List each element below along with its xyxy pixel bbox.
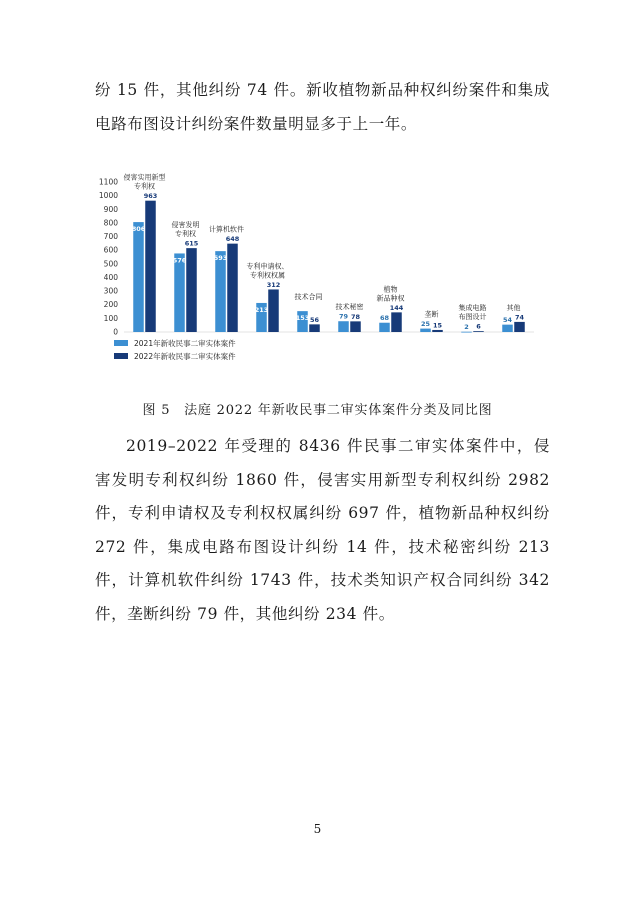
y-tick-label: 1000 (98, 191, 118, 201)
bar-2021 (420, 329, 431, 332)
y-tick-label: 0 (113, 327, 118, 337)
category-label: 技术秘密 (335, 303, 364, 312)
legend-swatch-2022 (114, 353, 128, 359)
y-tick-label: 700 (103, 232, 118, 242)
data-label-2021: 593 (213, 254, 228, 263)
bar-2022 (391, 312, 402, 332)
category-label: 布图设计 (458, 313, 487, 322)
bar-2022 (350, 321, 361, 332)
legend-swatch-2021 (114, 340, 128, 346)
category-label: 侵害实用新型 (123, 173, 166, 182)
y-tick-label: 800 (103, 218, 118, 228)
intro-paragraph: 纷 15 件，其他纠纷 74 件。新收植物新品种权纠纷案件和集成电路布图设计纠纷案件数量明显多于上一年。 (95, 81, 550, 133)
bar-2021 (461, 332, 472, 333)
body-paragraph (95, 430, 550, 631)
bar-2021 (174, 253, 185, 332)
category-label: 垄断 (424, 310, 439, 319)
bar-2021 (133, 222, 144, 332)
bar-2021 (379, 323, 390, 332)
category-label: 集成电路 (458, 304, 487, 313)
y-tick-label: 1100 (98, 177, 118, 187)
data-label-2021: 54 (502, 316, 513, 325)
bar-2022 (227, 244, 238, 332)
y-tick-label: 900 (103, 204, 118, 214)
figure-caption: 图 5 法庭 2022 年新收民事二审实体案件分类及同比图 (142, 403, 493, 418)
data-label-2021: 79 (338, 312, 349, 321)
legend-label-2021: 2021年新收民事二审实体案件 (134, 339, 236, 348)
body-paragraph-text: 2019–2022 年受理的 8436 件民事二审实体案件中，侵害发明专利权纠纷 1860 件，侵害实用新型专利权纠纷 2982 件，专利申请权及专利权权属纠纷 697 件，植物新品种权纠纷 272 件，集成电路布图设计纠纷 14 件，技术秘密纠纷 213 件，计算机软件纠纷 1743 件，技术类知识产权合同纠纷 342 件，垄断纠纷 79 件，其他纠纷 234 件。 (95, 437, 550, 623)
chart-svg (94, 160, 539, 375)
y-tick-label: 200 (103, 300, 118, 310)
bar-2021 (215, 251, 226, 332)
category-label: 侵害发明 (171, 221, 200, 230)
case-category-bar-chart (94, 160, 539, 375)
data-label-2021: 25 (420, 320, 431, 329)
y-tick-label: 400 (103, 272, 118, 282)
y-tick-label: 500 (103, 259, 118, 269)
data-label-2022: 615 (184, 239, 199, 248)
data-label-2022: 312 (266, 280, 281, 289)
data-label-2022: 648 (225, 235, 240, 244)
category-label: 专利权 (175, 230, 196, 239)
data-label-2021: 576 (172, 256, 187, 265)
y-tick-label: 100 (103, 313, 118, 323)
y-tick-label: 600 (103, 245, 118, 255)
category-label: 专利权 (134, 182, 155, 191)
bar-2021 (502, 325, 513, 332)
y-tick-label: 300 (103, 286, 118, 296)
category-label: 植物 (383, 285, 398, 294)
bar-2022 (145, 201, 156, 332)
data-label-2022: 78 (350, 312, 361, 321)
category-label: 专利权权属 (250, 271, 285, 280)
data-label-2022: 144 (389, 303, 404, 312)
data-label-2021: 153 (295, 314, 310, 323)
legend-label-2022: 2022年新收民事二审实体案件 (134, 352, 236, 361)
bar-2022 (309, 324, 320, 332)
bar-2022 (268, 289, 279, 332)
data-label-2021: 806 (131, 225, 146, 234)
category-label: 新品种权 (376, 294, 405, 303)
data-label-2022: 963 (143, 192, 158, 201)
category-label: 专利申请权、 (246, 262, 289, 271)
data-label-2022: 74 (514, 313, 525, 322)
category-label: 计算机软件 (209, 225, 244, 234)
data-label-2021: 68 (379, 314, 390, 323)
page-number: 5 (313, 822, 322, 836)
data-label-2022: 15 (432, 321, 443, 330)
bar-2022 (514, 322, 525, 332)
data-label-2022: 56 (309, 315, 320, 324)
data-label-2021: 213 (254, 305, 269, 314)
bar-2021 (338, 321, 349, 332)
data-label-2021: 2 (464, 323, 469, 332)
bar-2022 (473, 331, 484, 332)
data-label-2022: 6 (476, 322, 481, 331)
category-label: 技术合同 (294, 293, 323, 302)
category-label: 其他 (506, 303, 521, 312)
bar-2022 (186, 248, 197, 332)
bar-2022 (432, 330, 443, 332)
